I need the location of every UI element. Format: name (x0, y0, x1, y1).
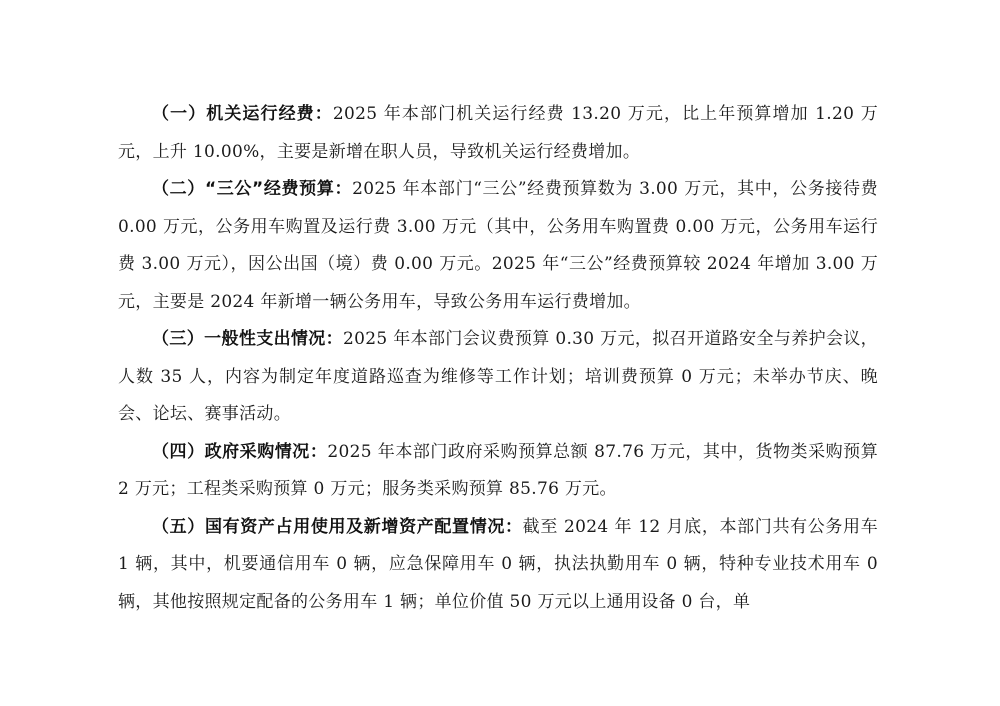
paragraph-heading: （一）机关运行经费： (152, 104, 333, 124)
paragraph-text: 2025 年本部门机关运行经费 13.20 万元，比上年预算增加 1.20 万元，上升 10.00%，主要是新增在职人员，导致机关运行经费增加。 (118, 104, 878, 162)
paragraph-heading: （五）国有资产占用使用及新增资产配置情况： (152, 516, 523, 537)
paragraph-text: 截至 2024 年 12 月底，本部门共有公务用车 1 辆，其中，机要通信用车 0 辆，应急保障用车 0 辆，执法执勤用车 0 辆，特种专业技术用车 0 辆，其他按照规定配备的公务用车 1 辆；单位价值 50 万元以上通用设备 0 台，单 (118, 516, 878, 612)
paragraph-heading: （四）政府采购情况： (152, 441, 328, 462)
paragraph-general-expenditure (118, 321, 878, 434)
paragraph-three-public-expenses (118, 171, 878, 321)
paragraph-heading: （二）“三公”经费预算： (152, 179, 353, 199)
paragraph-government-procurement (118, 434, 878, 509)
document-body (118, 96, 878, 621)
paragraph-heading: （三）一般性支出情况： (152, 329, 344, 349)
paragraph-operating-expenses (118, 96, 878, 171)
paragraph-state-assets (118, 509, 878, 622)
paragraph-text: 2025 年本部门政府采购预算总额 87.76 万元，其中，货物类采购预算 2 万元；工程类采购预算 0 万元；服务类采购预算 85.76 万元。 (118, 441, 879, 499)
paragraph-text: 2025 年本部门“三公”经费预算数为 3.00 万元，其中，公务接待费 0.00 万元，公务用车购置及运行费 3.00 万元（其中，公务用车购置费 0.00 万元，公务用车运行费 3.00 万元），因公出国（境）费 0.00 万元。2025 年“三公”经费预算较 2024 年增加 3.00 万元，主要是 2024 年新增一辆公务用车，导致公务用车运行费增加。 (118, 179, 878, 312)
paragraph-text: 2025 年本部门会议费预算 0.30 万元，拟召开道路安全与养护会议，人数 35 人，内容为制定年度道路巡查为维修等工作计划；培训费预算 0 万元；未举办节庆、晚会、论坛、赛事活动。 (118, 329, 878, 424)
